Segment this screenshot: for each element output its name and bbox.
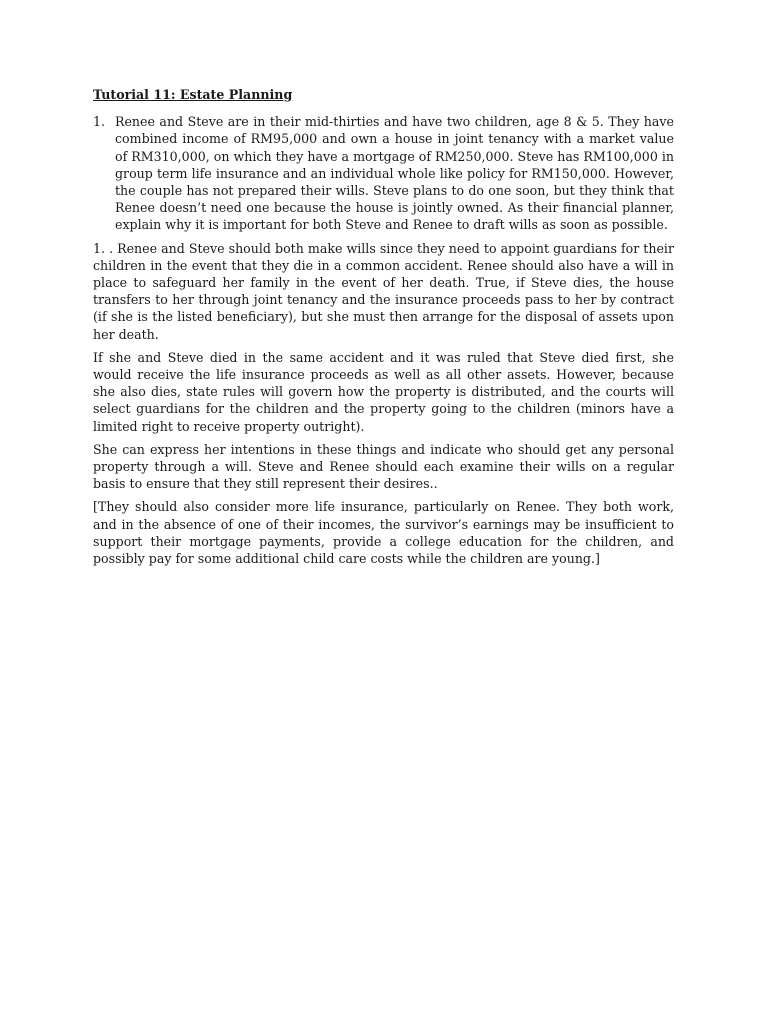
question-item	[93, 113, 674, 233]
answer-paragraph-2: If she and Steve died in the same accident and it was ruled that Steve died first, she would receive the life insurance proceeds as well as all other assets. However, because she also dies, state rules will govern how the property is distributed, and the courts will select guardians for the children and the property going to the children (minors have a limited right to receive property outright).	[93, 349, 674, 434]
question-text: Renee and Steve are in their mid-thirties and have two children, age 8 & 5. They have combined income of RM95,000 and own a house in joint tenancy with a market value of RM310,000, on which they have a mortgage of RM250,000. Steve has RM100,000 in group term life insurance and an individual whole like policy for RM150,000. However, the couple has not prepared their wills. Steve plans to do one soon, but they think that Renee doesn’t need one because the house is jointly owned. As their financial planner, explain why it is important for both Steve and Renee to draft wills as soon as possible.	[115, 114, 674, 233]
answer-paragraph-3: She can express her intentions in these things and indicate who should get any personal property through a will. Steve and Renee should each examine their wills on a regular basis to ensure that they still represent their desires..	[93, 441, 674, 492]
question-number: 1.	[93, 114, 106, 130]
answer-paragraph-1: 1. . Renee and Steve should both make wills since they need to appoint guardians for their children in the event that they die in a common accident. Renee should also have a will in place to safeguard her family in the event of her death. True, if Steve dies, the house transfers to her through joint tenancy and the insurance proceeds pass to her by contract (if she is the listed beneficiary), but she must then arrange for the disposal of assets upon her death.	[93, 240, 674, 342]
document-title: Tutorial 11: Estate Planning	[93, 87, 293, 102]
document-page	[93, 86, 674, 573]
answer-paragraph-4: [They should also consider more life insurance, particularly on Renee. They both work, and in the absence of one of their incomes, the survivor’s earnings may be insufficient to support their mortgage payments, provide a college education for the children, and possibly pay for some additional child care costs while the children are young.]	[93, 499, 674, 567]
